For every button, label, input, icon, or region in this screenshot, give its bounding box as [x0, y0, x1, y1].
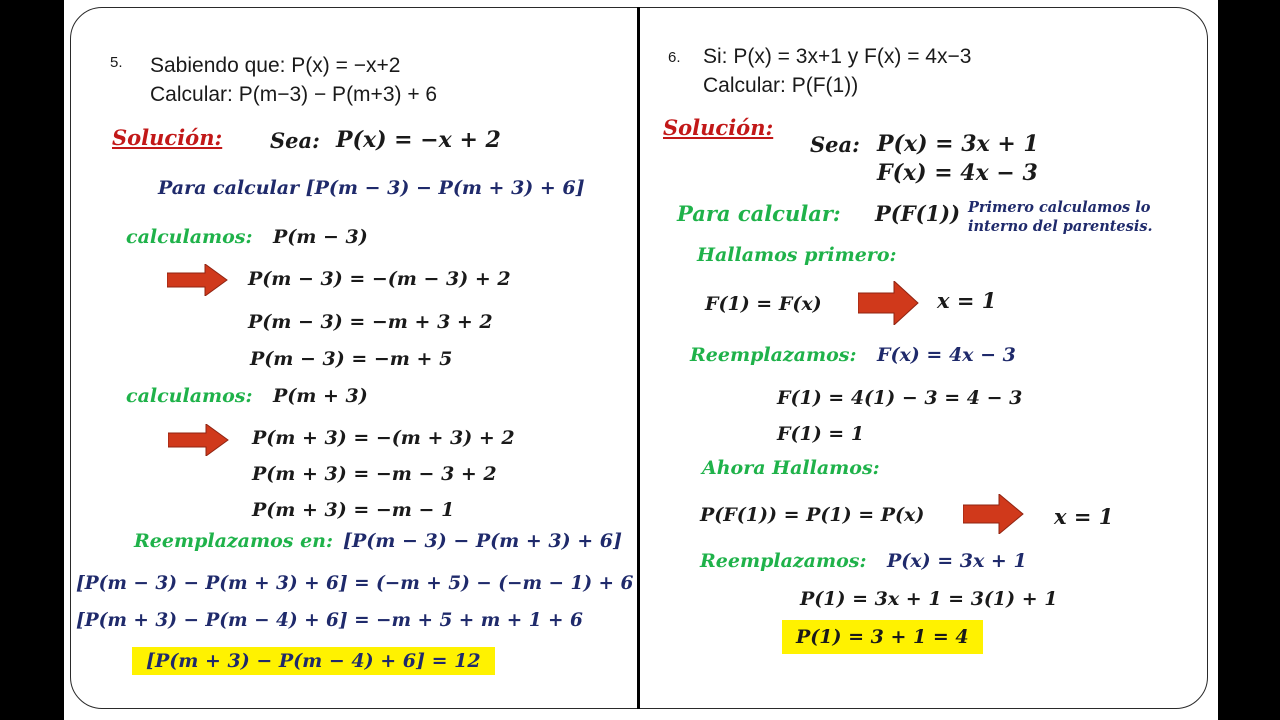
reemplazamos-label: Reemplazamos:: [690, 344, 857, 366]
step-line: P(m − 3) = −m + 5: [250, 348, 453, 370]
arrow-right-icon: [168, 424, 230, 456]
problem-number: 5.: [110, 54, 123, 71]
ahora-label: Ahora Hallamos:: [702, 457, 880, 479]
calc-expression: P(m − 3): [273, 226, 368, 248]
step-line: P(m − 3) = −m + 3 + 2: [248, 311, 493, 333]
step-result: x = 1: [1054, 504, 1114, 529]
step-line: [P(m + 3) − P(m − 4) + 6] = −m + 5 + m + 1 + 6: [76, 610, 583, 631]
note-text: interno del parentesis.: [968, 218, 1153, 235]
para-calcular-line: Para calcular [P(m − 3) − P(m + 3) + 6]: [158, 177, 585, 199]
reemplazamos-expression: [P(m − 3) − P(m + 3) + 6]: [343, 530, 622, 552]
calc-label: calculamos:: [126, 226, 253, 248]
column-divider: [637, 7, 640, 709]
sea-label: Sea:: [270, 128, 320, 153]
arrow-right-icon: [167, 264, 229, 296]
problem-statement: Sabiendo que: P(x) = −x+2: [150, 54, 401, 77]
given-equation: P(x) = 3x + 1: [877, 131, 1039, 157]
final-result: P(1) = 3 + 1 = 4: [782, 620, 983, 654]
calc-expression: P(m + 3): [273, 385, 368, 407]
reemplazamos-label: Reemplazamos:: [700, 550, 867, 572]
solution-label: Solución:: [663, 115, 774, 140]
step-line: F(1) = 4(1) − 3 = 4 − 3: [777, 387, 1023, 409]
reemplazamos-label: Reemplazamos en:: [134, 530, 333, 552]
para-calcular-expression: P(F(1)): [875, 201, 961, 226]
final-result: [P(m + 3) − P(m − 4) + 6] = 12: [132, 647, 495, 675]
reemplazamos-expression: P(x) = 3x + 1: [887, 550, 1027, 572]
step-line: F(1) = 1: [777, 423, 865, 445]
given-equation: P(x) = −x + 2: [336, 127, 501, 153]
note-text: Primero calculamos lo: [968, 199, 1151, 216]
sea-label: Sea:: [810, 132, 860, 157]
step-line: P(F(1)) = P(1) = P(x): [700, 504, 925, 526]
solution-label: Solución:: [112, 125, 223, 150]
step-line: P(m − 3) = −(m − 3) + 2: [248, 268, 511, 290]
calc-label: calculamos:: [126, 385, 253, 407]
given-equation: F(x) = 4x − 3: [877, 160, 1038, 186]
step-line: P(m + 3) = −m − 1: [252, 499, 455, 521]
problem-statement: Calcular: P(F(1)): [703, 74, 859, 97]
problem-statement: Si: P(x) = 3x+1 y F(x) = 4x−3: [703, 45, 972, 68]
problem-number: 6.: [668, 49, 681, 66]
para-calcular-label: Para calcular:: [677, 201, 841, 226]
step-line: P(m + 3) = −(m + 3) + 2: [252, 427, 515, 449]
hallamos-label: Hallamos primero:: [697, 244, 897, 266]
step-result: x = 1: [937, 288, 997, 313]
problem-statement: Calcular: P(m−3) − P(m+3) + 6: [150, 83, 438, 106]
step-line: F(1) = F(x): [705, 293, 822, 315]
step-line: [P(m − 3) − P(m + 3) + 6] = (−m + 5) − (−m − 1) + 6: [76, 573, 634, 594]
step-line: P(m + 3) = −m − 3 + 2: [252, 463, 497, 485]
reemplazamos-expression: F(x) = 4x − 3: [877, 344, 1016, 366]
arrow-right-icon: [858, 281, 920, 325]
arrow-right-icon: [963, 494, 1025, 534]
step-line: P(1) = 3x + 1 = 3(1) + 1: [800, 588, 1058, 610]
